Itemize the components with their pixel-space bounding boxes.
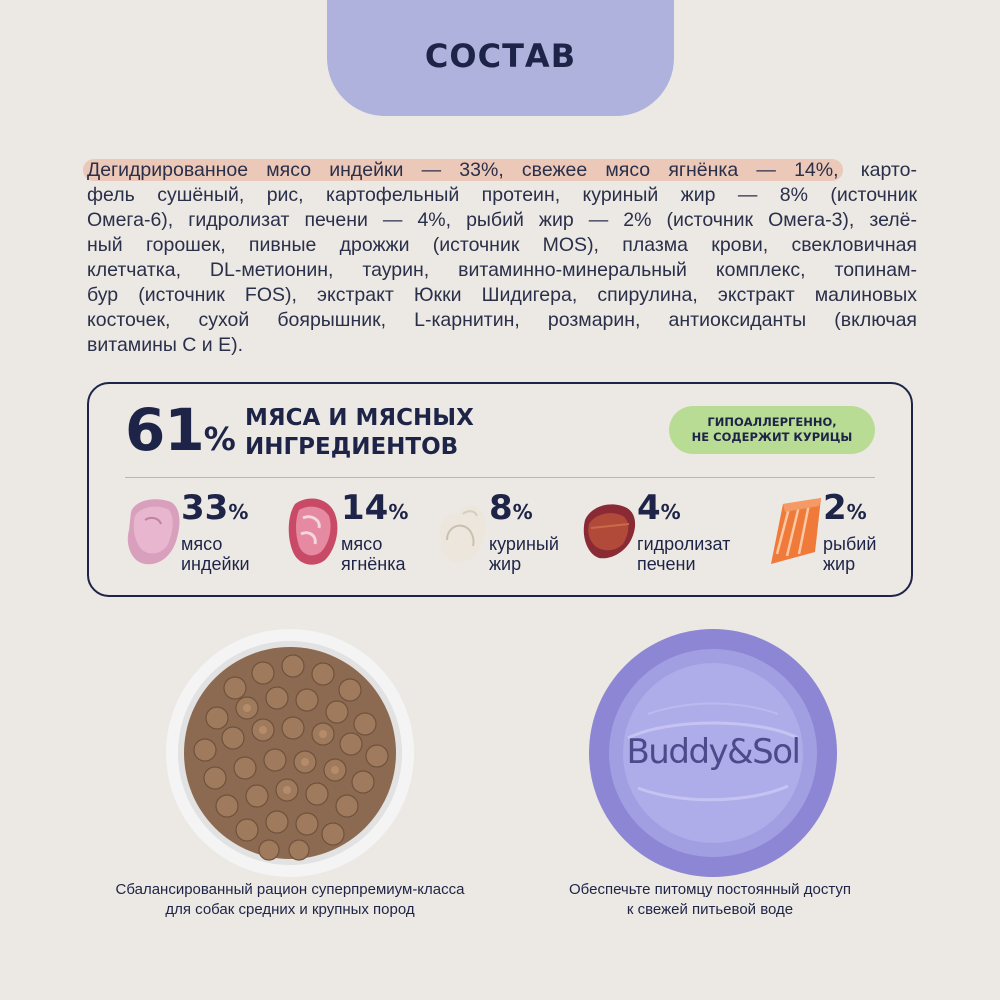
stat-label: куриный жир (489, 534, 559, 574)
stat-percent: 33% (181, 488, 249, 528)
meat-content-card (87, 382, 913, 597)
turkey-meat-icon (125, 494, 183, 570)
stat-label: рыбий жир (823, 534, 877, 574)
meat-total-percent: 61% (125, 396, 235, 464)
ingredients-line: бур (источник FOS), экстракт Юкки Шидигера, спирулина, экстракт малиновых (87, 284, 917, 306)
chicken-fat-icon (433, 494, 491, 570)
water-caption: Обеспечьте питомцу постоянный доступ к свежей питьевой воде (569, 881, 851, 918)
bowl-brand-logo: Buddy&Sol (626, 732, 800, 772)
card-divider (125, 477, 875, 478)
fish-fillet-icon (767, 494, 825, 570)
stat-percent: 2% (823, 488, 867, 528)
food-caption: Сбалансированный рацион суперпремиум-класса для собак средних и крупных пород (115, 881, 465, 918)
lamb-meat-icon (285, 494, 343, 570)
stat-percent: 14% (341, 488, 409, 528)
food-bowl-image (165, 628, 415, 878)
meat-title: МЯСА И МЯСНЫХ ИНГРЕДИЕНТОВ (245, 405, 474, 460)
ingredients-line: косточек, сухой боярышник, L-карнитин, розмарин, антиоксиданты (включая (87, 309, 917, 331)
liver-icon (581, 494, 639, 570)
stat-percent: 4% (637, 488, 681, 528)
ingredients-highlight: Дегидрированное мясо индейки — 33%, свежее мясо ягнёнка — 14%, (83, 159, 843, 181)
water-bowl-image (588, 628, 838, 878)
hypoallergenic-badge: ГИПОАЛЛЕРГЕННО, НЕ СОДЕРЖИТ КУРИЦЫ (669, 406, 875, 454)
ingredients-text (87, 158, 917, 358)
stat-percent: 8% (489, 488, 533, 528)
ingredients-line: Омега-6), гидролизат печени — 4%, рыбий жир — 2% (источник Омега-3), зелё- (87, 209, 917, 231)
ingredients-line: клетчатка, DL-метионин, таурин, витаминно-минеральный комплекс, топинам- (87, 259, 917, 281)
ingredients-line: фель сушёный, рис, картофельный протеин, куриный жир — 8% (источник (87, 184, 917, 206)
ingredients-line: ный горошек, пивные дрожжи (источник MOS), плазма крови, свекловичная (87, 234, 917, 256)
section-title-tab (327, 0, 674, 116)
ingredients-line: витамины С и Е). (87, 334, 244, 356)
stat-label: гидролизат печени (637, 534, 731, 574)
stat-label: мясо индейки (181, 534, 250, 574)
ingredients-line: Дегидрированное мясо индейки — 33%, свежее мясо ягнёнка — 14%, карто- (87, 158, 917, 183)
stat-label: мясо ягнёнка (341, 534, 406, 574)
page-title: СОСТАВ (424, 37, 577, 75)
